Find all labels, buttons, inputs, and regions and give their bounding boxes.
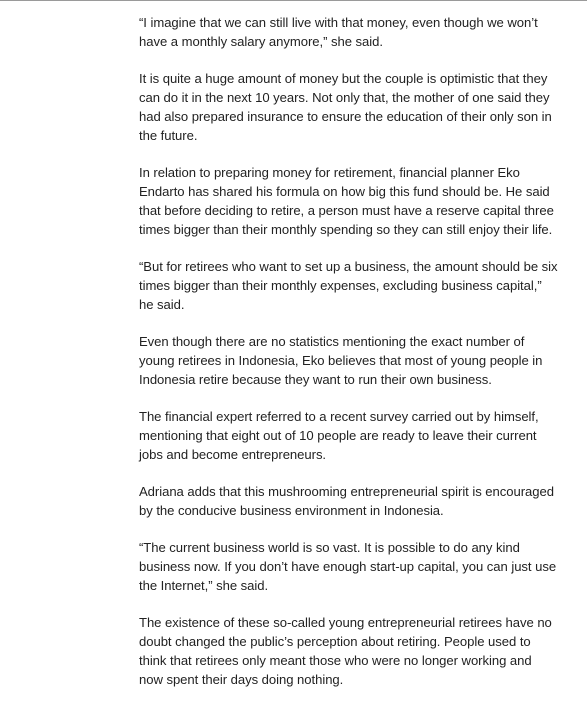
article-paragraph: It is quite a huge amount of money but the couple is optimistic that they can do it in the next 10 years. Not only that, the mother of one said they had also prepared insurance to ensure the education of their only son in the future. <box>139 71 552 143</box>
top-divider <box>0 0 587 1</box>
article-paragraph: In relation to preparing money for retirement, financial planner Eko Endarto has shared his formula on how big this fund should be. He said that before deciding to retire, a person must have a reserve capital three times bigger than their monthly spending so they can still enjoy their life. <box>139 165 554 237</box>
article-paragraph: The existence of these so-called young entrepreneurial retirees have no doubt changed the public’s perception about retiring. People used to think that retirees only meant those who were no longer working and now spent their days doing nothing. <box>139 615 552 687</box>
article-body <box>139 13 559 707</box>
article-paragraph: The financial expert referred to a recent survey carried out by himself, mentioning that eight out of 10 people are ready to leave their current jobs and become entrepreneurs. <box>139 409 539 462</box>
article-paragraph: “But for retirees who want to set up a business, the amount should be six times bigger than their monthly expenses, excluding business capital,” he said. <box>139 259 558 312</box>
article-paragraph: Even though there are no statistics mentioning the exact number of young retirees in Indonesia, Eko believes that most of young people in Indonesia retire because they want to run their own business. <box>139 334 543 387</box>
article-paragraph: “I imagine that we can still live with that money, even though we won’t have a monthly salary anymore,” she said. <box>139 15 538 49</box>
article-paragraph: Adriana adds that this mushrooming entrepreneurial spirit is encouraged by the conducive business environment in Indonesia. <box>139 484 554 518</box>
article-paragraph: “The current business world is so vast. It is possible to do any kind business now. If you don’t have enough start-up capital, you can just use the Internet,” she said. <box>139 540 557 593</box>
